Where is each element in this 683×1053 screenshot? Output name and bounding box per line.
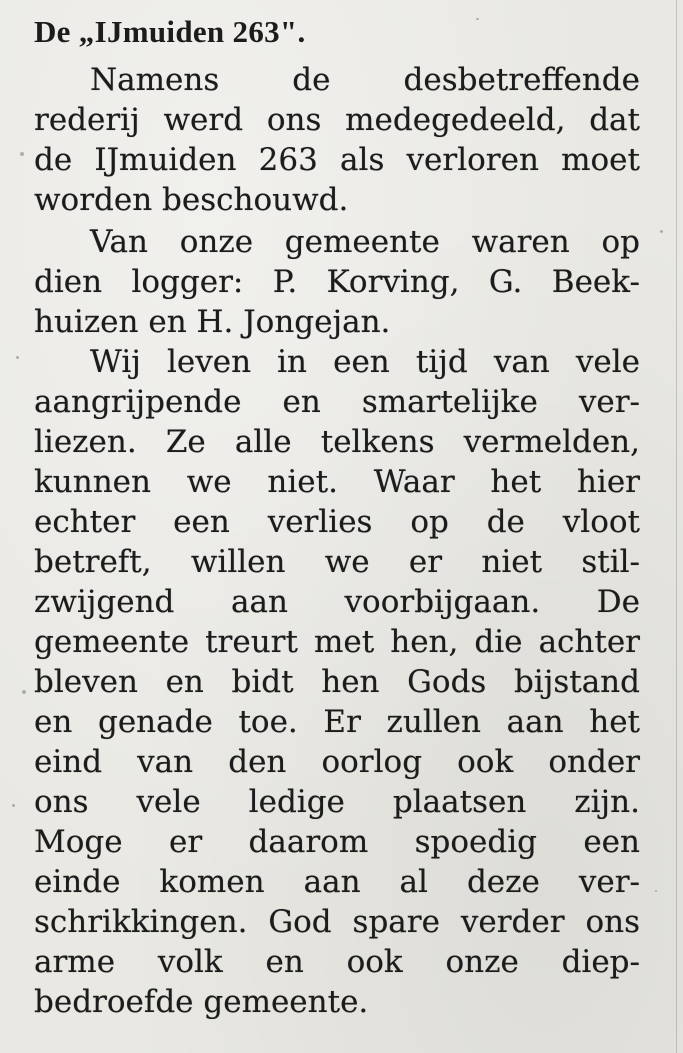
article-title: De „IJmuiden 263". xyxy=(34,14,306,49)
article-line: aangrijpende en smartelijke ver- xyxy=(34,384,640,420)
paper-speck xyxy=(16,356,19,359)
article-line: Namens de desbetreffende xyxy=(90,62,640,98)
article-line: gemeente treurt met hen, die achter xyxy=(34,624,640,660)
article-line: echter een verlies op de vloot xyxy=(34,504,640,540)
article-line: de IJmuiden 263 als verloren moet xyxy=(34,142,640,178)
article-line: eind van den oorlog ook onder xyxy=(34,744,640,780)
article-line: dien logger: P. Korving, G. Beek- xyxy=(34,264,640,300)
article-line: Van onze gemeente waren op xyxy=(90,224,640,260)
article-line: kunnen we niet. Waar het hier xyxy=(34,464,640,500)
paper-speck xyxy=(476,18,479,20)
article-line: liezen. Ze alle telkens vermelden, xyxy=(34,424,640,460)
article-line: zwijgend aan voorbijgaan. De xyxy=(34,584,640,620)
paper-speck xyxy=(655,890,657,892)
column-edge-line xyxy=(676,0,677,1053)
paper-speck xyxy=(22,690,26,694)
article-line: bedroefde gemeente. xyxy=(34,984,369,1020)
article-line: ons vele ledige plaatsen zijn. xyxy=(34,784,640,820)
article-line: einde komen aan al deze ver- xyxy=(34,864,640,900)
article-line: arme volk en ook onze diep- xyxy=(34,944,640,980)
article-line: Moge er daarom spoedig een xyxy=(34,824,640,860)
paper-speck xyxy=(20,152,24,156)
article-line: en genade toe. Er zullen aan het xyxy=(34,704,640,740)
article-line: worden beschouwd. xyxy=(34,182,349,218)
paper-speck xyxy=(660,230,663,233)
article-line: rederij werd ons medegedeeld, dat xyxy=(34,102,640,138)
article-line: bleven en bidt hen Gods bijstand xyxy=(34,664,640,700)
paper-speck xyxy=(12,804,15,807)
article-line: Wij leven in een tijd van vele xyxy=(90,344,640,380)
article-line: betreft, willen we er niet stil- xyxy=(34,544,640,580)
article-line: huizen en H. Jongejan. xyxy=(34,304,391,340)
article-line: schrikkingen. God spare verder ons xyxy=(34,904,640,940)
